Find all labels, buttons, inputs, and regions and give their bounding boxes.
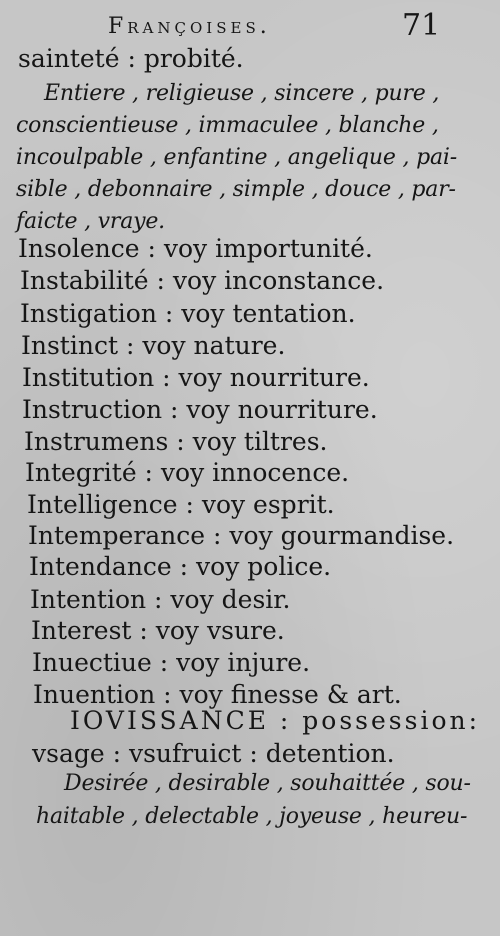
running-title: Françoises. — [108, 14, 271, 39]
text-line: Desirée , desirable , souhaittée , sou- — [64, 771, 471, 796]
entry-line: Instruction : voy nourriture. — [22, 395, 378, 424]
entry-line: Insolence : voy importunité. — [18, 234, 373, 263]
entry-line: Instigation : voy tentation. — [20, 299, 356, 328]
entry-line: Instinct : voy nature. — [21, 331, 286, 360]
head-word-line: IOVISSANCE : possession: — [70, 706, 481, 735]
text-line: faicte , vraye. — [16, 209, 165, 234]
entry-line: Intendance : voy police. — [29, 552, 332, 581]
entry-line: Instrumens : voy tiltres. — [24, 427, 328, 456]
page-header — [0, 8, 500, 42]
text-line: sible , debonnaire , simple , douce , par- — [16, 177, 456, 202]
text-line: Entiere , religieuse , sincere , pure , — [44, 81, 440, 106]
entry-line: Interest : voy vsure. — [31, 616, 285, 645]
entry-line: Integrité : voy innocence. — [25, 458, 350, 487]
entry-line: Intemperance : voy gourmandise. — [28, 521, 455, 550]
entry-line: Intelligence : voy esprit. — [27, 490, 335, 519]
entry-line: Inuectiue : voy injure. — [32, 648, 311, 677]
text-line: incoulpable , enfantine , angelique , pai- — [16, 145, 457, 170]
text-line: vsage : vsufruict : detention. — [32, 739, 395, 768]
entry-line: Instabilité : voy inconstance. — [20, 266, 385, 295]
entry-line: Intention : voy desir. — [30, 585, 291, 614]
text-line: conscientieuse , immaculee , blanche , — [16, 113, 439, 138]
entry-line: Institution : voy nourriture. — [22, 363, 370, 392]
text-line: haitable , delectable , joyeuse , heureu- — [36, 804, 468, 829]
text-line: sainteté : probité. — [18, 44, 244, 73]
entry-line: Inuention : voy finesse & art. — [33, 680, 402, 709]
page-number: 71 — [402, 8, 441, 43]
